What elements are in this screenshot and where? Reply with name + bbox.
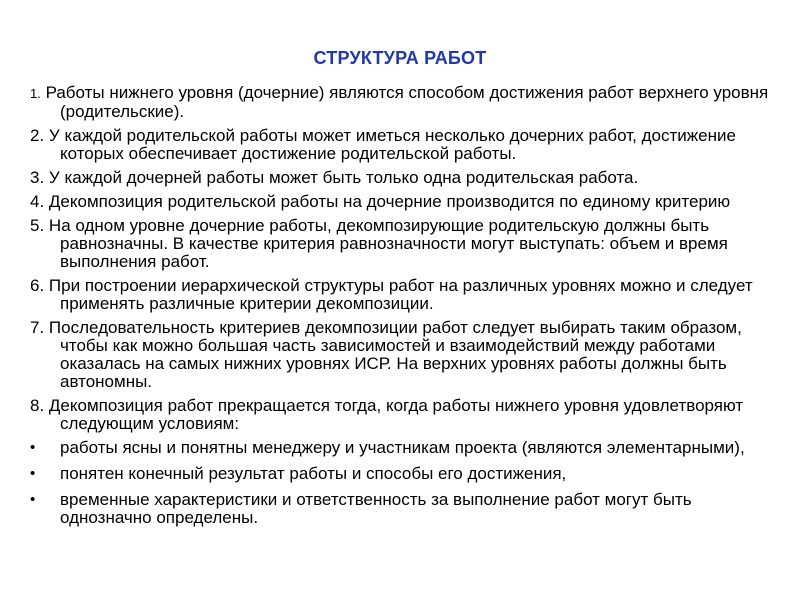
item-number: 8. xyxy=(30,396,45,415)
list-item-1 xyxy=(30,84,775,121)
bullet-dot-icon: • xyxy=(30,465,36,482)
list-item-5 xyxy=(30,217,775,271)
bullet-item-1 xyxy=(30,439,775,457)
list-item-3 xyxy=(30,169,775,187)
item-text: Декомпозиция работ прекращается тогда, когда работы нижнего уровня удовлетворяют следующим условиям: xyxy=(48,396,744,433)
item-number: 6. xyxy=(30,276,45,295)
item-number: 1. xyxy=(30,86,41,101)
item-text: У каждой родительской работы может иметься несколько дочерних работ, достижение которых обеспечивает достижение родительской работы. xyxy=(48,126,736,163)
item-number: 2. xyxy=(30,126,45,145)
slide-content xyxy=(30,84,775,535)
item-text: Последовательность критериев декомпозиции работ следует выбирать таким образом, чтобы как можно большая часть зависимостей и взаимодействий между работами оказалась на самых нижних уровнях ИСР. На верхних уровнях работы должны быть автономны. xyxy=(48,318,742,391)
bullet-text: временные характеристики и ответственность за выполнение работ могут быть однозначно определены. xyxy=(60,490,692,527)
item-number: 7. xyxy=(30,318,45,337)
item-text: Декомпозиция родительской работы на дочерние производится по единому критерию xyxy=(48,192,731,211)
list-item-8 xyxy=(30,397,775,433)
list-item-4 xyxy=(30,193,775,211)
list-item-6 xyxy=(30,277,775,313)
item-number: 3. xyxy=(30,168,45,187)
bullet-item-3 xyxy=(30,491,775,527)
item-text: При построении иерархической структуры работ на различных уровнях можно и следует применять различные критерии декомпозиции. xyxy=(48,276,753,313)
item-text: На одном уровне дочерние работы, декомпозирующие родительскую должны быть равнозначны. В качестве критерия равнозначности могут выступать: объем и время выполнения работ. xyxy=(48,216,728,271)
bullet-dot-icon: • xyxy=(30,439,36,456)
list-item-7 xyxy=(30,319,775,391)
bullet-text: понятен конечный результат работы и способы его достижения, xyxy=(60,464,567,483)
bullet-dot-icon: • xyxy=(30,491,36,508)
item-number: 5. xyxy=(30,216,45,235)
slide-title: СТРУКТУРА РАБОТ xyxy=(313,48,487,68)
list-item-2 xyxy=(30,127,775,163)
bullet-item-2 xyxy=(30,465,775,483)
item-number: 4. xyxy=(30,192,45,211)
item-text: У каждой дочерней работы может быть только одна родительская работа. xyxy=(48,168,639,187)
item-text: Работы нижнего уровня (дочерние) являются способом достижения работ верхнего уровня (родительские). xyxy=(45,83,769,121)
bullet-text: работы ясны и понятны менеджеру и участникам проекта (являются элементарными), xyxy=(60,438,745,457)
